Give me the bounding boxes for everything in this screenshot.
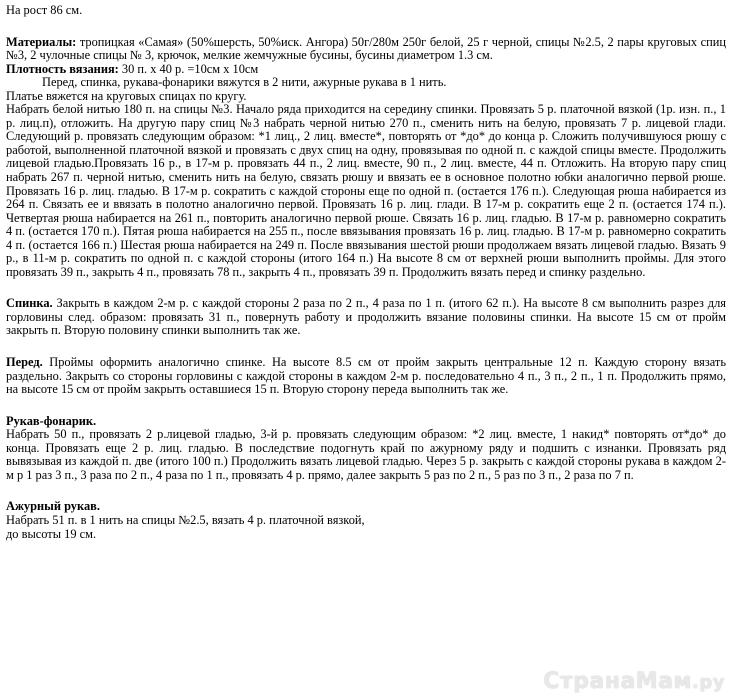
intro-line-2: Платье вяжется на круговых спицах по кругу. bbox=[6, 88, 247, 103]
front-text: Проймы оформить аналогично спинке. На высоте 8.5 см от пройм закрыть центральные 12 п. Каждую сторону вязать раздельно. Закрыть со стороны горловины с каждой стороны в каждом 2-м р. последовательно 4 п., 3 п., 2 п., 1 п. Продолжить прямо, на высоте 15 см от пройм закрыть оставшиеся 15 п. Вторую сторону переда выполнить так же. bbox=[6, 355, 726, 397]
knitting-pattern-document bbox=[6, 4, 726, 541]
spacer bbox=[6, 397, 726, 415]
watermark-suffix: .ру bbox=[692, 672, 725, 693]
sleeve-lantern-heading: Рукав-фонарик. bbox=[6, 413, 97, 428]
density-heading: Плотность вязания: bbox=[6, 61, 119, 76]
back-heading: Спинка. bbox=[6, 296, 53, 311]
density-text: 30 п. х 40 р. =10см х 10см bbox=[121, 61, 259, 76]
materials-text: тропицкая «Самая» (50%шерсть, 50%иск. Ангора) 50г/280м 250г белой, 25 г черной, спицы №2.5, 2 пары круговых спиц №3, 2 чулочные спицы № 3, крючок, мелкие жемчужные бусины, бусины диаметром 1.3 см. bbox=[6, 34, 726, 63]
site-watermark bbox=[543, 669, 725, 694]
openwork-sleeve-text: Набрать 51 п. в 1 нить на спицы №2.5, вязать 4 р. платочной вязкой, bbox=[6, 512, 365, 527]
spacer bbox=[6, 18, 726, 36]
main-instructions-paragraph: Набрать белой нитью 180 п. на спицы №3. Начало ряда приходится на середину спинки. Провязать 5 р. платочной вязкой (1р. изн. п., 1 р. лиц.п), отложить. На другую пару спиц №3 набрать черной нитью 270 п., сменить нить на белую, провязать 7 р. лицевой глади. Следующий р. провязать следующим образом: *1 лиц., 2 лиц. вместе*, повторять от *до* до конца р. Сложить получившуюся рюшу с работой, выполненной платочной вязкой и провязать с двух спиц на одну, провязывая по одной п. с каждой спицы вместе. Продолжить лицевой гладью.Провязать 16 р., в 17-м р. провязать 44 п., 2 лиц. вместе, 90 п., 2 лиц. вместе, 44 п. Отложить. На вторую пару спиц набрать 267 п. черной нитью, сменить нить на белую, связать рюшу и ввязать ее в основное полотно юбки аналогично первой рюше. Провязать 16 р. лиц. гладью. В 17-м р. сократить с каждой стороны еще по одной п. (остается 176 п.). Следующая рюша набирается из 264 п. Связать ее и ввязать в полотно аналогично первой. Провязать 16 р. лиц. глади. В 17-м р. сократить еще 2 п. (остается 174 п.). Четвертая рюша набирается на 261 п., повторить аналогично первой рюше. Связать 16 р. лиц. гладью. В 17-м р. равномерно сократить 4 п. (остается 170 п.). Пятая рюша набирается на 255 п., после ввязывания провязать 16 р. лиц. гладью. В 17-м р. равномерно сократить 4 п. (остается 166 п.) Шестая рюша набирается на 249 п. После ввязывания шестой рюши продолжаем вязать лицевой гладью. Вязать 9 р., в 11-м р. сократить по одной п. с каждой стороны (итого 164 п.) На высоте 8 см от верхней рюши выполнить проймы. Для этого провязать 39 п., закрыть 4 п., провязать 78 п., закрыть 4 п., провязать 39 п. Продолжить вязать перед и спинку раздельно. bbox=[6, 102, 726, 279]
intro-line-1: Перед, спинка, рукава-фонарики вяжутся в 2 нити, ажурные рукава в 1 нить. bbox=[42, 75, 447, 90]
size-line: На рост 86 см. bbox=[6, 3, 83, 17]
sleeve-lantern-text: Набрать 50 п., провязать 2 р.лицевой гладью, 3-й р. провязать следующим образом: *2 лиц. вместе, 1 накид* повторять от*до* до конца. Провязать еще 2 р. лиц. гладью. В последствие подогнуть край по ажурному ряду и подшить с изнанки. Провязать ряд вывязывая из каждой п. две (итого 100 п.) Продолжить вязать лицевой гладью. Через 5 р. закрыть с каждой стороны рукава в каждом 2-м р 1 раз 3 п., 3 раза по 2 п., 4 раза по 1 п., провязать 4 р. прямо, далее закрыть 5 раз по 2 п., 5 раз по 3 п., 2 раза по 7 п. bbox=[6, 427, 726, 482]
density-paragraph bbox=[6, 63, 726, 77]
spacer bbox=[6, 279, 726, 297]
front-heading: Перед. bbox=[6, 355, 43, 370]
openwork-sleeve-text-tail: до высоты 19 см. bbox=[6, 526, 97, 541]
openwork-sleeve-heading: Ажурный рукав. bbox=[6, 499, 100, 514]
spacer bbox=[6, 482, 726, 500]
materials-paragraph bbox=[6, 36, 726, 63]
materials-heading: Материалы: bbox=[6, 34, 77, 49]
spacer bbox=[6, 338, 726, 356]
back-paragraph bbox=[6, 297, 726, 338]
back-text: Закрыть в каждом 2-м р. с каждой стороны 2 раза по 2 п., 4 раза по 1 п. (итого 62 п.). На высоте 8 см выполнить разрез для горловины след. образом: провязать 31 п., повернуть работу и продолжить вязание половины спинки. На высоте 15 см от пройм закрыть п. Вторую половину спинки выполнить так же. bbox=[6, 296, 726, 338]
front-paragraph bbox=[6, 356, 726, 397]
watermark-text: СтранаМам bbox=[543, 669, 693, 694]
